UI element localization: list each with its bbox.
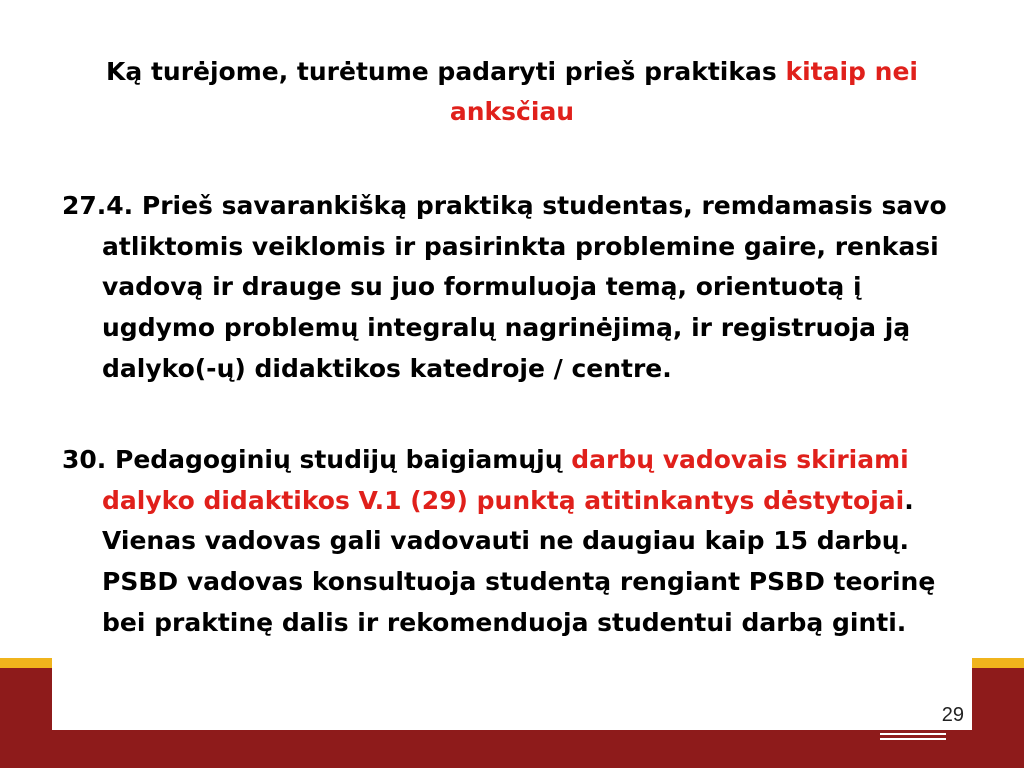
paragraph-30-lead: 30. Pedagoginių studijų baigiamųjų [62, 445, 572, 474]
slide-title [40, 52, 984, 132]
paragraph-30-highlight: darbų vadovais skiriami dalyko didaktikos V.1 (29) punktą atitinkantys dėstytojai [102, 445, 909, 515]
gold-stripe-right [972, 658, 1024, 668]
paragraph-30 [62, 440, 962, 644]
gold-stripe-left [0, 658, 52, 668]
slide-title-text: Ką turėjome, turėtume padaryti prieš praktikas [106, 57, 786, 86]
slide-title-highlight: kitaip nei anksčiau [449, 57, 918, 126]
footer-logo-icon [880, 728, 946, 742]
paragraph-30-rest: . Vienas vadovas gali vadovauti ne daugiau kaip 15 darbų. PSBD vadovas konsultuoja studentą rengiant PSBD teorinę bei praktinę dalis ir rekomenduoja studentui darbą ginti. [102, 485, 936, 637]
paragraph-27-4: 27.4. Prieš savarankišką praktiką studentas, remdamasis savo atliktomis veiklomis ir pasirinkta problemine gaire, renkasi vadovą ir drauge su juo formuluoja temą, orientuotą į ugdymo problemų integralų nagrinėjimą, ir registruoja ją dalyko(-ų) didaktikos katedroje / centre. [62, 191, 947, 383]
page-number: 29 [941, 704, 964, 726]
